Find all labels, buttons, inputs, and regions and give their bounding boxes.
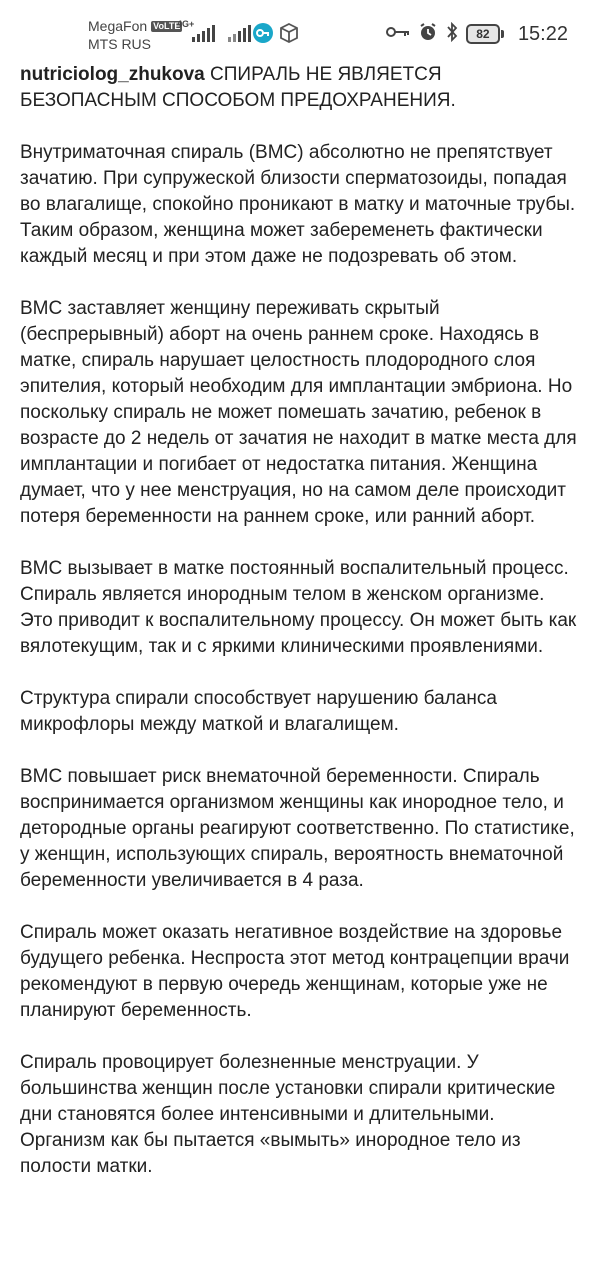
post-username[interactable]: nutriciolog_zhukova <box>20 64 205 85</box>
signal-icon <box>228 24 251 42</box>
post-headline-text: СПИРАЛЬ НЕ ЯВЛЯЕТСЯ БЕЗОПАСНЫМ СПОСОБОМ ПРЕДОХРАНЕНИЯ. <box>20 64 456 111</box>
carrier-name-1: MegaFon <box>88 18 148 34</box>
post-paragraph: Спираль может оказать негативное воздействие на здоровье будущего ребенка. Неспроста этот метод контрацепции врачи рекомендуют в первую очередь женщинам, которые уже не планируют беременность. <box>20 922 570 1021</box>
status-bar <box>0 0 600 60</box>
key-icon <box>386 25 410 44</box>
post-paragraph: Внутриматочная спираль (ВМС) абсолютно не препятствует зачатию. При супружеской близости сперматозоиды, попадая во влагалище, спокойно проникают в матку и маточные трубы. Таким образом, женщина может забеременеть фактически каждый месяц и при этом даже не подозревать об этом. <box>20 142 576 267</box>
post-paragraph: ВМС вызывает в матке постоянный воспалительный процесс. Спираль является инородным телом в женском организме. Это приводит к воспалительному процессу. Он может быть как вялотекущим, так и с яркими клиническими проявлениями. <box>20 558 577 657</box>
carrier-name-2: MTS RUS <box>88 36 151 52</box>
battery-level: 82 <box>466 24 500 44</box>
battery-icon <box>466 24 504 44</box>
post-paragraph: ВМС повышает риск внематочной беременности. Спираль воспринимается организмом женщины как инородное тело, и детородные органы реагируют соответственно. По статистике, у женщин, использующих спираль, вероятность внематочной беременности увеличивается в 4 раза. <box>20 766 575 891</box>
network-type-label: 4G+ <box>177 19 195 29</box>
volte-badge: VoLTE <box>153 20 181 31</box>
status-right-group <box>386 20 568 48</box>
post-paragraph: Структура спирали способствует нарушению баланса микрофлоры между маткой и влагалищем. <box>20 688 497 735</box>
vpn-key-icon <box>252 22 274 49</box>
cube-icon <box>279 22 299 49</box>
bluetooth-icon <box>446 22 458 47</box>
post-content <box>20 62 582 1206</box>
post-paragraph: Спираль провоцирует болезненные менструации. У большинства женщин после установки спирали критические дни становятся более интенсивными и длительными. Организм как бы пытается «вымыть» инородное тело из полости матки. <box>20 1052 556 1177</box>
signal-icon <box>192 24 215 42</box>
carrier-info <box>88 17 182 53</box>
post-paragraph: ВМС заставляет женщину переживать скрытый (беспрерывный) аборт на очень раннем сроке. Находясь в матке, спираль нарушает целостность плодородного слоя эпителия, который необходим для имплантации эмбриона. Но поскольку спираль не может помешать зачатию, ребенок в возрасте до 2 недель от зачатия не находит в матке места для имплантации и погибает от недостатка питания. Женщина думает, что у нее менструация, но на самом деле происходит потеря беременности на раннем сроке, или ранний аборт. <box>20 298 577 527</box>
status-clock: 15:22 <box>517 22 568 45</box>
alarm-icon <box>418 22 438 47</box>
post-headline <box>20 62 582 114</box>
